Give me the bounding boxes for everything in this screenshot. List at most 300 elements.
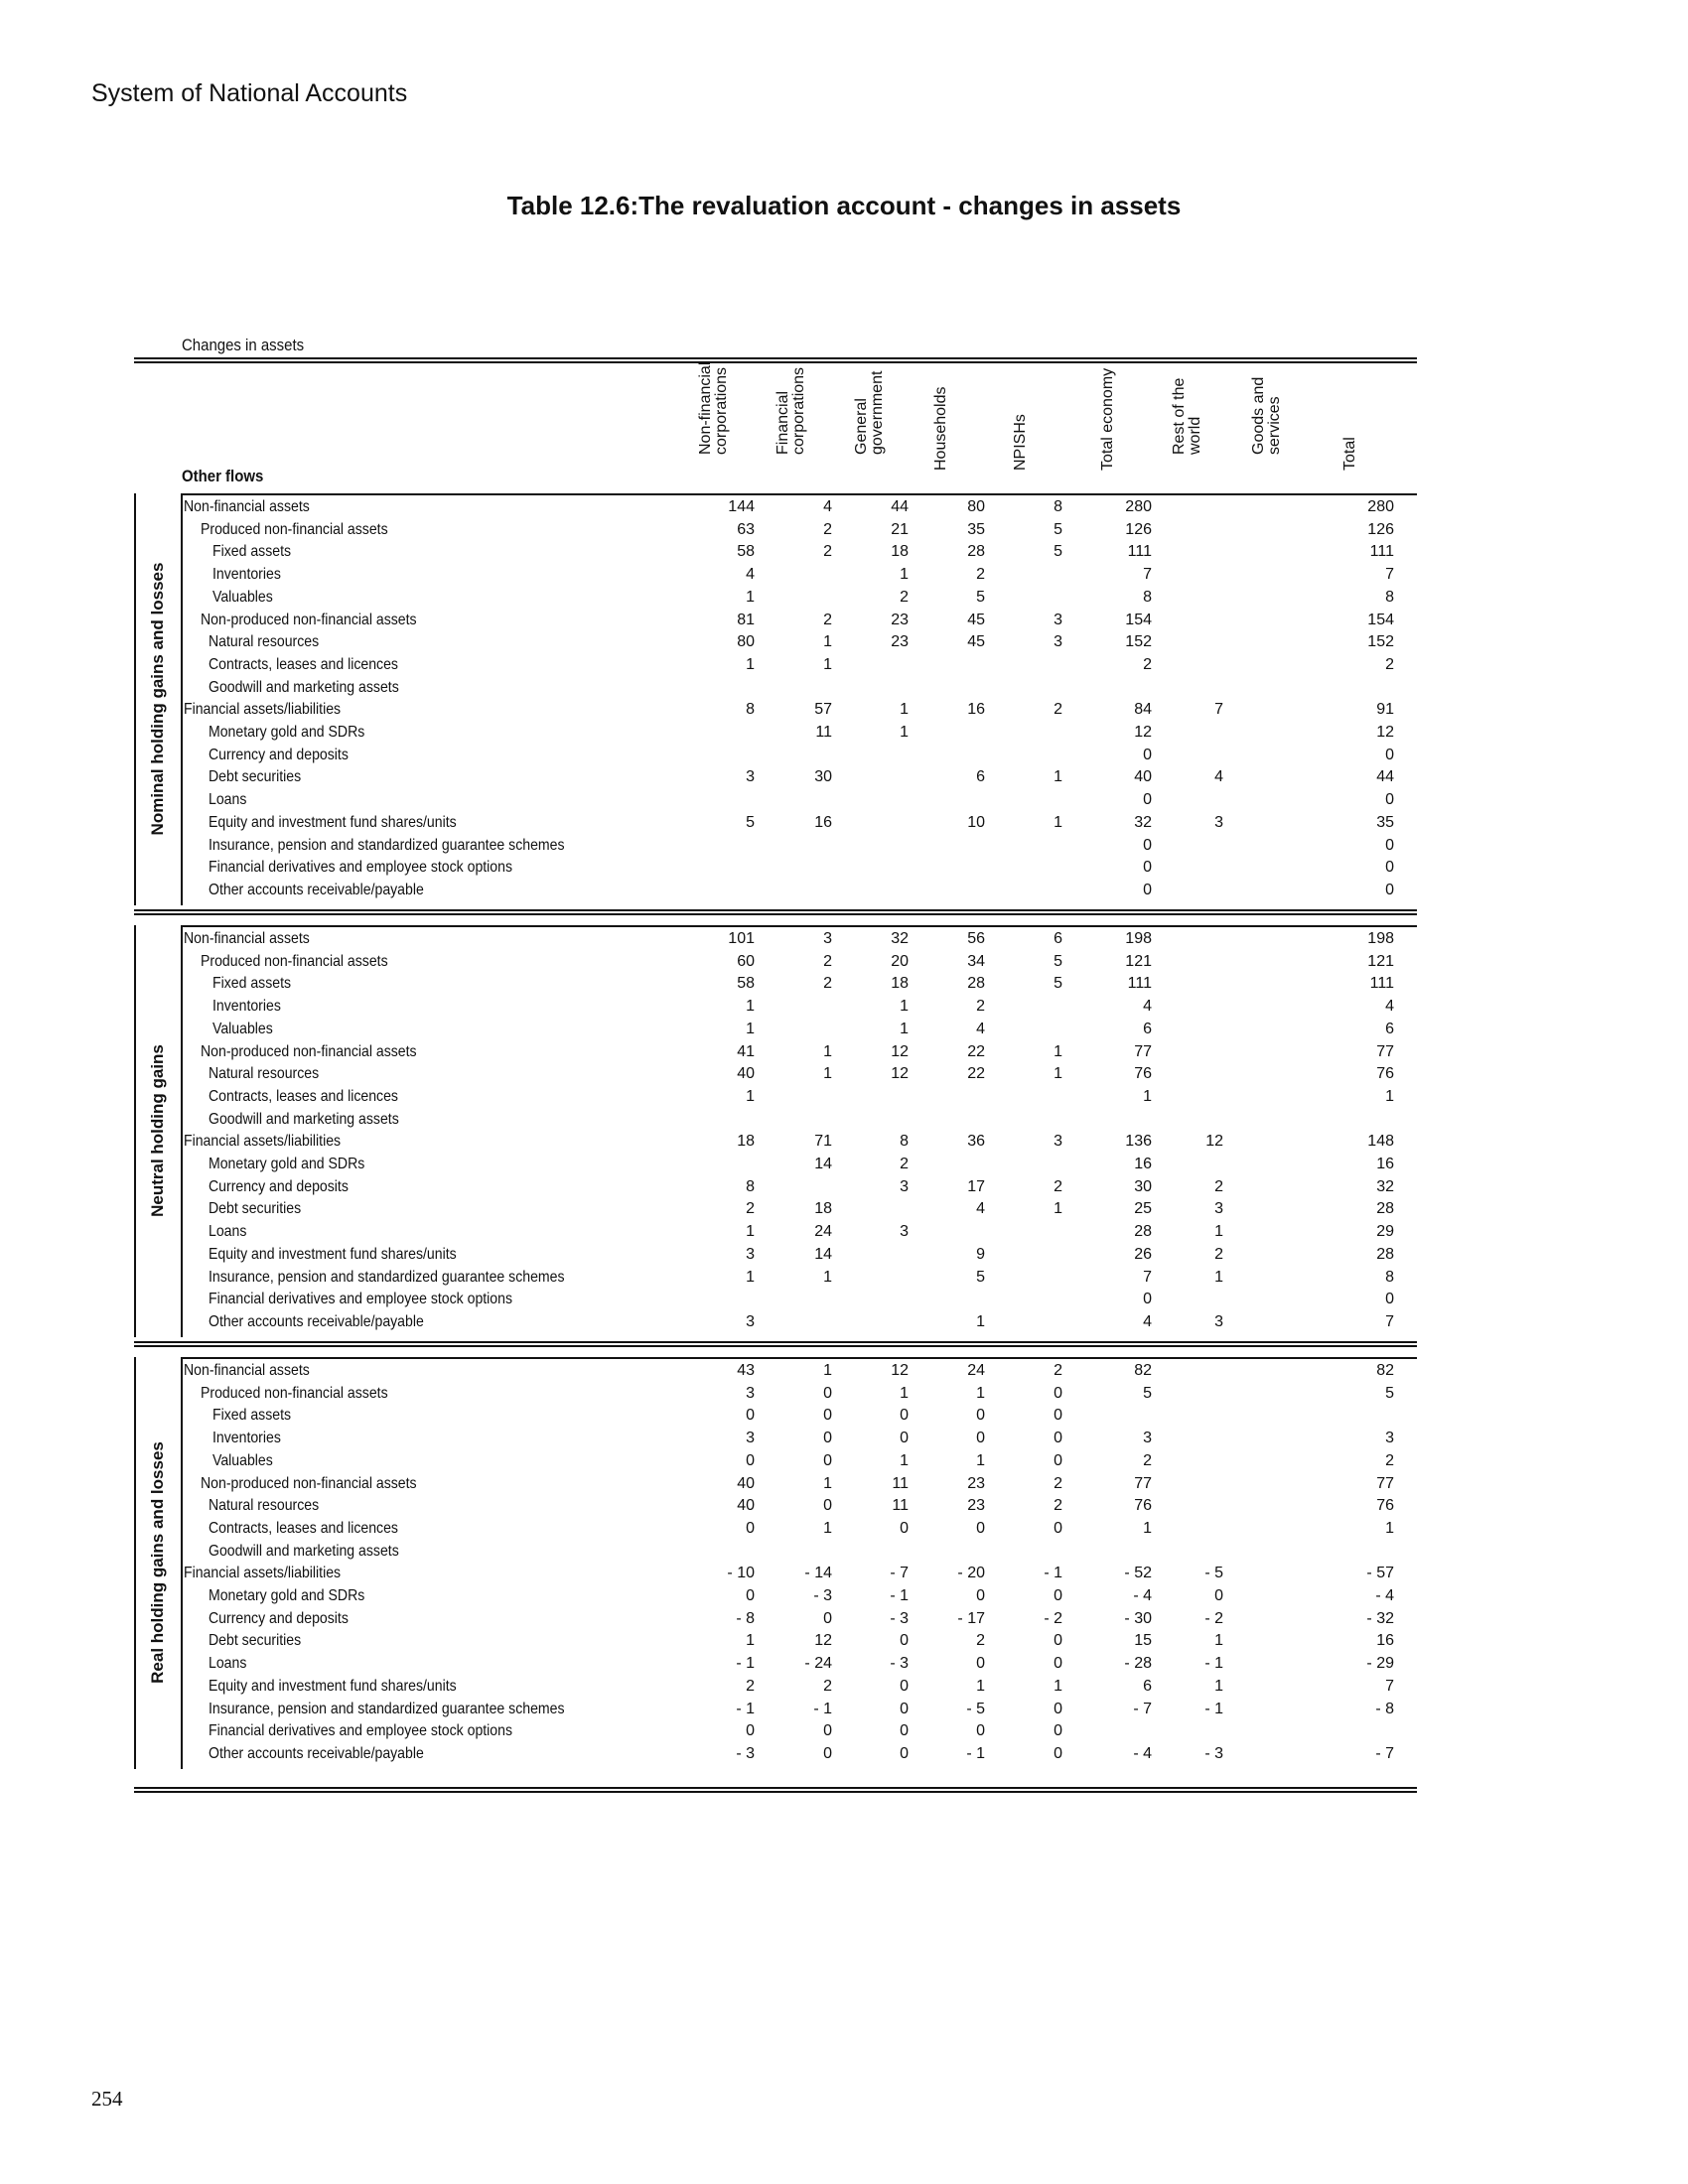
cell-value: 1 [976, 1451, 985, 1469]
row-label: Natural resources [209, 1065, 320, 1083]
row-label: Loans [209, 791, 247, 809]
cell-value: 45 [967, 633, 985, 651]
cell-value: 45 [967, 611, 985, 628]
cell-value: 0 [823, 1384, 832, 1402]
table-row [181, 879, 1417, 901]
row-label: Loans [209, 1223, 247, 1241]
cell-value: 71 [814, 1133, 832, 1151]
cell-value: 2 [1385, 655, 1394, 673]
cell-value: 1 [1054, 1065, 1062, 1083]
cell-value: 18 [891, 543, 909, 561]
cell-value: 1 [1143, 1087, 1152, 1105]
table-row [181, 1243, 1417, 1266]
cell-value: - 30 [1124, 1609, 1152, 1627]
cell-value: 28 [1376, 1245, 1394, 1263]
table-row [181, 540, 1417, 563]
row-label: Non-financial assets [184, 498, 310, 515]
cell-value: 0 [1054, 1407, 1062, 1425]
cell-value: 77 [1134, 1042, 1152, 1060]
cell-value: 1 [976, 1312, 985, 1330]
cell-value: 0 [976, 1722, 985, 1740]
row-label: Inventories [212, 566, 281, 584]
row-label: Currency and deposits [209, 746, 349, 763]
running-header: System of National Accounts [91, 79, 408, 107]
cell-value: 1 [1214, 1223, 1223, 1241]
cell-value: 2 [746, 1677, 755, 1695]
cell-value: 5 [976, 588, 985, 606]
row-label: Currency and deposits [209, 1177, 349, 1195]
table-row [181, 1629, 1417, 1652]
cell-value: 3 [1214, 1312, 1223, 1330]
table-row [181, 927, 1417, 950]
row-label: Loans [209, 1655, 247, 1673]
table-row [181, 518, 1417, 541]
page-number: 254 [91, 2087, 123, 2111]
cell-value: 0 [1054, 1519, 1062, 1537]
section-separator [134, 1341, 1417, 1347]
cell-value: 121 [1125, 952, 1152, 970]
cell-value: 1 [1054, 768, 1062, 786]
cell-value: 40 [1134, 768, 1152, 786]
cell-value: 3 [1054, 1133, 1062, 1151]
cell-value: 0 [976, 1407, 985, 1425]
cell-value: 12 [891, 1362, 909, 1379]
table-row [181, 1742, 1417, 1765]
cell-value: 2 [823, 611, 832, 628]
row-label: Produced non-financial assets [201, 1384, 388, 1402]
row-label: Valuables [212, 1020, 273, 1037]
cell-value: 2 [1214, 1177, 1223, 1195]
table-title: Table 12.6:The revaluation account - changes in assets [506, 191, 1182, 220]
column-header-label: Non-financial corporations [697, 361, 730, 455]
cell-value: 6 [1054, 930, 1062, 947]
row-label: Financial assets/liabilities [184, 1565, 342, 1582]
cell-value: 9 [976, 1245, 985, 1263]
cell-value: 4 [1143, 1312, 1152, 1330]
cell-value: 76 [1134, 1065, 1152, 1083]
cell-value: 1 [900, 701, 909, 719]
row-label: Monetary gold and SDRs [209, 1156, 365, 1172]
cell-value: - 57 [1366, 1565, 1394, 1582]
cell-value: 0 [746, 1587, 755, 1604]
cell-value: 2 [1054, 1474, 1062, 1492]
cell-value: - 52 [1124, 1565, 1152, 1582]
cell-value: 1 [746, 1020, 755, 1037]
cell-value: 14 [814, 1245, 832, 1263]
cell-value: 101 [728, 930, 755, 947]
cell-value: 0 [746, 1407, 755, 1425]
cell-value: 0 [900, 1700, 909, 1717]
cell-value: 0 [823, 1430, 832, 1447]
cell-value: 0 [1054, 1722, 1062, 1740]
cell-value: - 20 [957, 1565, 985, 1582]
cell-value: 76 [1376, 1065, 1394, 1083]
cell-value: 2 [823, 952, 832, 970]
table-row [181, 1220, 1417, 1243]
cell-value: 24 [967, 1362, 985, 1379]
cell-value: 0 [1143, 859, 1152, 877]
row-label: Fixed assets [212, 975, 292, 993]
cell-value: 8 [1385, 1268, 1394, 1286]
cell-value: 0 [900, 1677, 909, 1695]
cell-value: 2 [823, 1677, 832, 1695]
cell-value: 3 [1054, 611, 1062, 628]
cell-value: 8 [1385, 588, 1394, 606]
cell-value: 28 [967, 975, 985, 993]
cell-value: 63 [737, 520, 755, 538]
cell-value: 2 [900, 1156, 909, 1172]
cell-value: 57 [814, 701, 832, 719]
cell-value: - 1 [736, 1655, 755, 1673]
cell-value: 0 [976, 1519, 985, 1537]
row-label: Debt securities [209, 768, 302, 786]
cell-value: - 5 [966, 1700, 985, 1717]
cell-value: 154 [1367, 611, 1394, 628]
cell-value: 1 [746, 655, 755, 673]
cell-value: 3 [1054, 633, 1062, 651]
cell-value: 0 [976, 1430, 985, 1447]
cell-value: 5 [976, 1268, 985, 1286]
table-row [181, 1540, 1417, 1563]
row-label: Non-financial assets [184, 930, 310, 947]
column-header-label: Rest of the world [1171, 377, 1203, 455]
cell-value: 1 [900, 566, 909, 584]
section-separator [134, 909, 1417, 915]
cell-value: 0 [1385, 836, 1394, 854]
table-row [181, 1472, 1417, 1495]
row-label: Contracts, leases and licences [209, 655, 398, 673]
cell-value: 1 [1385, 1519, 1394, 1537]
cell-value: - 4 [1375, 1587, 1394, 1604]
table-row [181, 1562, 1417, 1584]
cell-value: 154 [1125, 611, 1152, 628]
table-row [181, 653, 1417, 676]
cell-value: 0 [1054, 1384, 1062, 1402]
cell-value: 2 [823, 975, 832, 993]
cell-value: 1 [1143, 1519, 1152, 1537]
table-row [181, 765, 1417, 788]
cell-value: 1 [1214, 1268, 1223, 1286]
cell-value: 0 [1385, 1291, 1394, 1308]
cell-value: 2 [976, 566, 985, 584]
cell-value: - 5 [1204, 1565, 1223, 1582]
cell-value: 144 [728, 498, 755, 515]
row-label: Goodwill and marketing assets [209, 1110, 399, 1128]
row-header-label: Other flows [182, 467, 264, 485]
cell-value: 7 [1143, 566, 1152, 584]
table-row [181, 1175, 1417, 1198]
cell-value: 4 [746, 566, 755, 584]
cell-value: 2 [1143, 655, 1152, 673]
table-row [181, 1427, 1417, 1449]
cell-value: 84 [1134, 701, 1152, 719]
cell-value: 28 [967, 543, 985, 561]
cell-value: 34 [967, 952, 985, 970]
cell-value: 1 [900, 998, 909, 1016]
cell-value: 7 [1143, 1268, 1152, 1286]
cell-value: 2 [900, 588, 909, 606]
table-row [181, 1288, 1417, 1310]
cell-value: 3 [1214, 813, 1223, 831]
cell-value: - 7 [890, 1565, 909, 1582]
cell-value: 0 [1143, 746, 1152, 763]
row-label: Valuables [212, 1451, 273, 1469]
column-header-label: Goods and services [1250, 376, 1283, 455]
section-block [134, 493, 1417, 905]
cell-value: 32 [891, 930, 909, 947]
cell-value: 2 [976, 1632, 985, 1650]
cell-value: 0 [1143, 836, 1152, 854]
cell-value: 148 [1367, 1133, 1394, 1151]
section-sidebar [134, 925, 183, 1337]
cell-value: 126 [1367, 520, 1394, 538]
cell-value: 3 [746, 1384, 755, 1402]
cell-value: 0 [746, 1451, 755, 1469]
cell-value: 0 [1143, 791, 1152, 809]
cell-value: 2 [1054, 701, 1062, 719]
row-label: Equity and investment fund shares/units [209, 1245, 457, 1263]
row-label: Monetary gold and SDRs [209, 724, 365, 741]
cell-value: 0 [1054, 1632, 1062, 1650]
cell-value: 12 [814, 1632, 832, 1650]
cell-value: 12 [1376, 724, 1394, 741]
row-label: Debt securities [209, 1200, 302, 1218]
cell-value: 4 [976, 1020, 985, 1037]
section-label: Neutral holding gains [148, 1044, 167, 1218]
table-row [181, 1719, 1417, 1742]
cell-value: 6 [976, 768, 985, 786]
cell-value: 0 [900, 1744, 909, 1762]
cell-value: 1 [1385, 1087, 1394, 1105]
cell-value: 0 [1054, 1451, 1062, 1469]
cell-value: 0 [823, 1609, 832, 1627]
table-row [181, 1517, 1417, 1540]
cell-value: 0 [900, 1632, 909, 1650]
cell-value: 3 [746, 1312, 755, 1330]
cell-value: 6 [1143, 1677, 1152, 1695]
cell-value: 0 [746, 1722, 755, 1740]
cell-value: 2 [823, 543, 832, 561]
cell-value: 111 [1127, 975, 1152, 993]
cell-value: 3 [746, 1245, 755, 1263]
table-row [181, 1359, 1417, 1382]
cell-value: 16 [1134, 1156, 1152, 1172]
row-label: Financial derivatives and employee stock options [209, 1291, 513, 1308]
cell-value: 60 [737, 952, 755, 970]
cell-value: 77 [1376, 1042, 1394, 1060]
cell-value: 0 [1214, 1587, 1223, 1604]
cell-value: 35 [1376, 813, 1394, 831]
cell-value: 280 [1367, 498, 1394, 515]
column-header-label: Total economy [1099, 367, 1116, 471]
row-label: Other accounts receivable/payable [209, 1744, 424, 1762]
cell-value: 1 [746, 998, 755, 1016]
cell-value: - 10 [727, 1565, 755, 1582]
cell-value: 0 [900, 1722, 909, 1740]
cell-value: 0 [900, 1519, 909, 1537]
row-label: Equity and investment fund shares/units [209, 813, 457, 831]
cell-value: 11 [815, 724, 832, 741]
row-label: Debt securities [209, 1632, 302, 1650]
cell-value: 40 [737, 1065, 755, 1083]
table-row [181, 495, 1417, 518]
cell-value: 0 [823, 1497, 832, 1515]
cell-value: 58 [737, 543, 755, 561]
table-row [181, 834, 1417, 857]
cell-value: - 1 [1204, 1700, 1223, 1717]
cell-value: 2 [746, 1200, 755, 1218]
cell-value: 82 [1134, 1362, 1152, 1379]
cell-value: 2 [1143, 1451, 1152, 1469]
cell-value: 8 [1143, 588, 1152, 606]
cell-value: 136 [1125, 1133, 1152, 1151]
cell-value: 58 [737, 975, 755, 993]
cell-value: - 3 [890, 1655, 909, 1673]
cell-value: 1 [823, 655, 832, 673]
cell-value: 0 [1054, 1430, 1062, 1447]
table-row [181, 1085, 1417, 1108]
cell-value: 30 [814, 768, 832, 786]
cell-value: 0 [823, 1722, 832, 1740]
cell-value: 0 [823, 1407, 832, 1425]
table-row [181, 1062, 1417, 1085]
table-row [181, 1108, 1417, 1131]
cell-value: 5 [1054, 543, 1062, 561]
cell-value: 0 [746, 1519, 755, 1537]
cell-value: 17 [967, 1177, 985, 1195]
cell-value: 0 [1385, 859, 1394, 877]
cell-value: - 29 [1366, 1655, 1394, 1673]
cell-value: 152 [1125, 633, 1152, 651]
cell-value: 3 [823, 930, 832, 947]
cell-value: 1 [900, 1020, 909, 1037]
cell-value: - 3 [1204, 1744, 1223, 1762]
cell-value: 0 [1385, 791, 1394, 809]
cell-value: - 4 [1133, 1587, 1152, 1604]
cell-value: 0 [1054, 1655, 1062, 1673]
cell-value: 1 [823, 1042, 832, 1060]
table-row [181, 1675, 1417, 1698]
cell-value: 1 [1054, 813, 1062, 831]
row-label: Monetary gold and SDRs [209, 1587, 365, 1604]
row-label: Equity and investment fund shares/units [209, 1677, 457, 1695]
column-header-label: Households [932, 386, 949, 471]
row-label: Inventories [212, 998, 281, 1016]
table-row [181, 1584, 1417, 1607]
cell-value: 8 [746, 1177, 755, 1195]
cell-value: - 2 [1204, 1609, 1223, 1627]
cell-value: - 1 [890, 1587, 909, 1604]
cell-value: 7 [1385, 1312, 1394, 1330]
cell-value: 2 [1054, 1177, 1062, 1195]
cell-value: 18 [814, 1200, 832, 1218]
cell-value: 77 [1376, 1474, 1394, 1492]
row-label: Goodwill and marketing assets [209, 678, 399, 696]
cell-value: 3 [746, 1430, 755, 1447]
cell-value: 2 [1054, 1497, 1062, 1515]
cell-value: 14 [814, 1156, 832, 1172]
table-row [181, 972, 1417, 995]
table-row [181, 1040, 1417, 1063]
row-label: Currency and deposits [209, 1609, 349, 1627]
cell-value: 41 [737, 1042, 755, 1060]
cell-value: 0 [976, 1655, 985, 1673]
cell-value: 40 [737, 1497, 755, 1515]
row-label: Fixed assets [212, 1407, 292, 1425]
table-row [181, 586, 1417, 609]
cell-value: 126 [1125, 520, 1152, 538]
cell-value: 28 [1376, 1200, 1394, 1218]
cell-value: 16 [814, 813, 832, 831]
cell-value: 91 [1376, 701, 1394, 719]
cell-value: 20 [891, 952, 909, 970]
row-label: Insurance, pension and standardized guarantee schemes [209, 836, 565, 854]
cell-value: 1 [746, 1087, 755, 1105]
cell-value: - 7 [1133, 1700, 1152, 1717]
cell-value: 7 [1385, 566, 1394, 584]
cell-value: 6 [1143, 1020, 1152, 1037]
table-row [181, 1197, 1417, 1220]
cell-value: 1 [746, 1223, 755, 1241]
cell-value: 82 [1376, 1362, 1394, 1379]
cell-value: 44 [891, 498, 909, 515]
cell-value: 12 [1134, 724, 1152, 741]
cell-value: 2 [823, 520, 832, 538]
table-row [181, 721, 1417, 744]
cell-value: 1 [823, 1268, 832, 1286]
row-label: Inventories [212, 1430, 281, 1447]
table-row [181, 1652, 1417, 1675]
cell-value: 1 [823, 1519, 832, 1537]
cell-value: 2 [1054, 1362, 1062, 1379]
table-row [181, 950, 1417, 973]
cell-value: - 1 [966, 1744, 985, 1762]
cell-value: 1 [746, 588, 755, 606]
table-row [181, 1698, 1417, 1720]
cell-value: 1 [900, 1384, 909, 1402]
cell-value: 76 [1376, 1497, 1394, 1515]
cell-value: 32 [1376, 1177, 1394, 1195]
cell-value: 25 [1134, 1200, 1152, 1218]
cell-value: 15 [1134, 1632, 1152, 1650]
table-row [181, 995, 1417, 1018]
row-label: Other accounts receivable/payable [209, 881, 424, 898]
row-label: Valuables [212, 588, 273, 606]
cell-value: 121 [1367, 952, 1394, 970]
cell-value: 56 [967, 930, 985, 947]
cell-value: - 1 [1044, 1565, 1062, 1582]
section-block [134, 1357, 1417, 1769]
table-caption: Changes in assets [182, 336, 305, 354]
cell-value: 12 [891, 1065, 909, 1083]
cell-value: 28 [1134, 1223, 1152, 1241]
cell-value: 1 [1054, 1677, 1062, 1695]
cell-value: - 8 [1375, 1700, 1394, 1717]
cell-value: 4 [1214, 768, 1223, 786]
cell-value: - 1 [813, 1700, 832, 1717]
row-label: Non-produced non-financial assets [201, 1474, 417, 1492]
row-label: Contracts, leases and licences [209, 1087, 398, 1105]
cell-value: 7 [1385, 1677, 1394, 1695]
cell-value: 22 [967, 1065, 985, 1083]
row-label: Financial assets/liabilities [184, 1133, 342, 1151]
table-row [181, 698, 1417, 721]
row-label: Contracts, leases and licences [209, 1519, 398, 1537]
cell-value: - 3 [736, 1744, 755, 1762]
cell-value: 23 [891, 633, 909, 651]
cell-value: 5 [1143, 1384, 1152, 1402]
cell-value: - 24 [804, 1655, 832, 1673]
